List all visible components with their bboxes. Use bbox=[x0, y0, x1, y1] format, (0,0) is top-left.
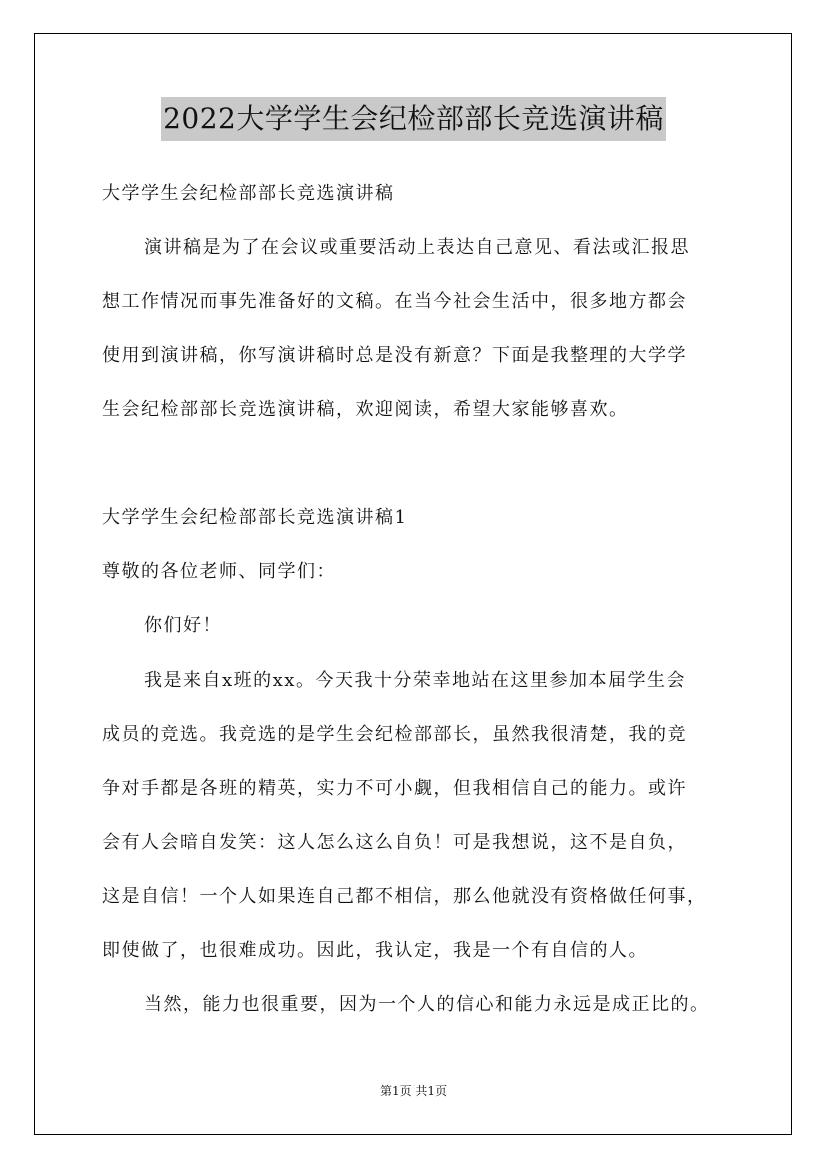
document-title: 2022大学学生会纪检部部长竞选演讲稿 bbox=[161, 97, 666, 141]
body-line-4: 会有人会暗自发笑：这人怎么这么自负！可是我想说，这不是自负， bbox=[102, 832, 687, 853]
intro-line-1: 演讲稿是为了在会议或重要活动上表达自己意见、看法或汇报思 bbox=[144, 237, 690, 258]
body-line-1: 我是来自x班的xx。今天我十分荣幸地站在这里参加本届学生会 bbox=[144, 670, 686, 691]
salutation: 尊敬的各位老师、同学们： bbox=[102, 561, 336, 582]
intro-line-3: 使用到演讲稿，你写演讲稿时总是没有新意？下面是我整理的大学学 bbox=[102, 345, 687, 366]
intro-line-2: 想工作情况而事先准备好的文稿。在当今社会生活中，很多地方都会 bbox=[102, 291, 687, 312]
section-heading: 大学学生会纪检部部长竞选演讲稿1 bbox=[102, 507, 408, 528]
intro-line-4: 生会纪检部部长竞选演讲稿，欢迎阅读，希望大家能够喜欢。 bbox=[102, 399, 629, 420]
body-line-2: 成员的竞选。我竞选的是学生会纪检部部长，虽然我很清楚，我的竞 bbox=[102, 724, 687, 745]
subtitle: 大学学生会纪检部部长竞选演讲稿 bbox=[102, 183, 395, 204]
greeting: 你们好！ bbox=[144, 615, 222, 636]
page-footer: 第1页 共1页 bbox=[379, 1084, 448, 1098]
title-container bbox=[0, 97, 827, 141]
last-line: 当然，能力也很重要，因为一个人的信心和能力永远是成正比的。 bbox=[144, 994, 710, 1015]
body-line-5: 这是自信！一个人如果连自己都不相信，那么他就没有资格做任何事， bbox=[102, 886, 707, 907]
body-line-6: 即使做了，也很难成功。因此，我认定，我是一个有自信的人。 bbox=[102, 940, 648, 961]
body-line-3: 争对手都是各班的精英，实力不可小觑，但我相信自己的能力。或许 bbox=[102, 778, 687, 799]
